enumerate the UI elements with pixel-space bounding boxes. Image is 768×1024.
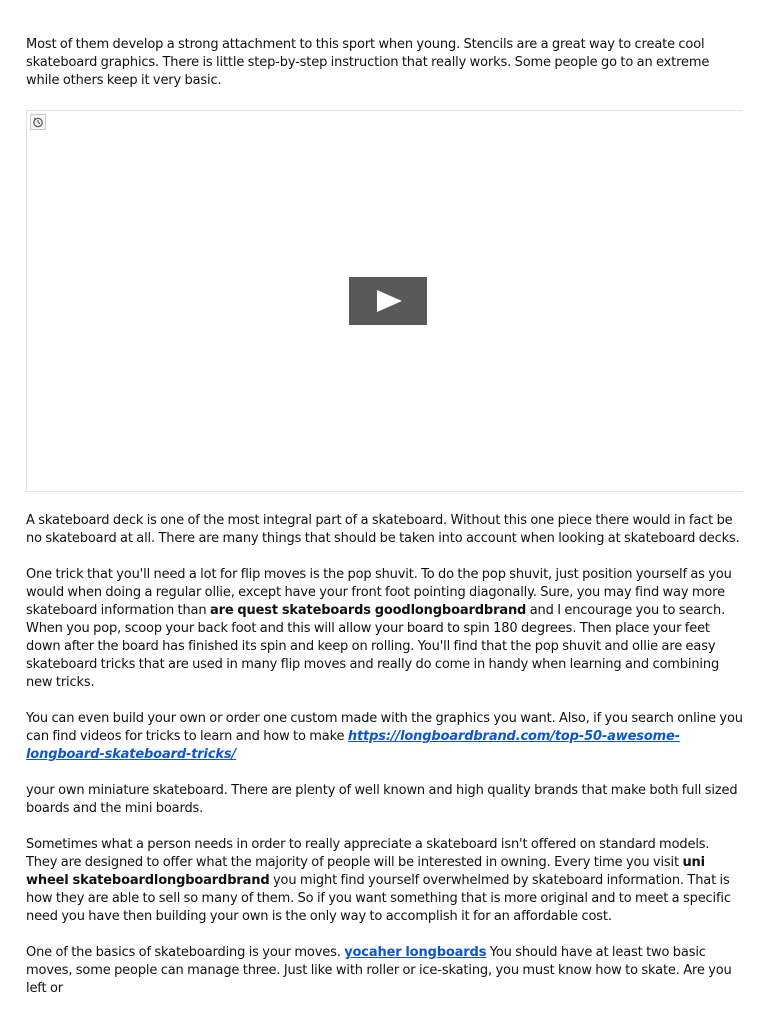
paragraph-miniature — [26, 782, 744, 818]
paragraph-deck-text: A skateboard deck is one of the most integral part of a skateboard. Without this one piece there would in fact be no skateboard at all. There are many things that should be taken into account when looking at skateboard decks. — [26, 513, 740, 546]
keyword-quest-skateboards: are quest skateboards goodlongboardbrand — [209, 603, 527, 618]
paragraph-intro: Most of them develop a strong attachment to this sport when young. Stencils are a great way to create cool skateboard graphics. There is little step-by-step instruction that really works. Some people go to an extreme while others keep it very basic. — [26, 37, 710, 88]
paragraph-pop-shuvit-text-b: and I encourage you to search. When you pop, scoop your back foot and this will allow your board to spin 180 degrees. Then place your feet down after the board has finished its spin and keep on rolling. You'll find that the pop shuvit and ollie are easy skateboard tricks that are used in many flip moves and really do come in handy when learning and combining new tricks. — [26, 603, 726, 690]
longboard-tricks-link[interactable]: https://longboardbrand.com/top-50-awesome-longboard-skateboard-tricks/ — [26, 729, 680, 762]
video-player[interactable] — [26, 110, 743, 492]
paragraph-pop-shuvit — [26, 566, 744, 692]
paragraph-deck — [26, 512, 744, 548]
paragraph-standard-models — [26, 836, 744, 926]
paragraph-standard-models-text-b: you might find yourself overwhelmed by skateboard information. That is how they are able to sell so many of them. So if you want something that is more original and to meet a specific need you have then building your own is the only way to accomplish it for an affordable cost. — [26, 873, 731, 924]
paragraph-basics-text-a: One of the basics of skateboarding is your moves. — [26, 945, 345, 960]
broken-image-icon — [30, 114, 46, 130]
paragraph-pop-shuvit-text-a: One trick that you'll need a lot for flip moves is the pop shuvit. To do the pop shuvit, just position yourself as you would when doing a regular ollie, except have your front foot pointing diagonally. Sure, you may find way more skateboard information than — [26, 567, 732, 618]
keyword-uni-wheel: uni wheel skateboardlongboardbrand — [26, 855, 705, 888]
paragraph-standard-models-text-a: Sometimes what a person needs in order to really appreciate a skateboard isn't offered on standard models. They are designed to offer what the majority of people will be interested in owning. Every time you visit — [26, 837, 710, 870]
paragraph-basics — [26, 944, 744, 998]
document-body — [26, 36, 744, 998]
play-icon — [377, 290, 402, 312]
paragraph-custom-build — [26, 710, 744, 764]
paragraph-basics-text-b: You should have at least two basic moves, some people can manage three. Just like with roller or ice-skating, you must know how to skate. Are you left or — [26, 945, 732, 996]
yocaher-longboards-link[interactable]: yocaher longboards — [344, 945, 487, 960]
paragraph-custom-build-text: You can even build your own or order one custom made with the graphics you want. Also, if you search online you can find videos for tricks to learn and how to make — [26, 711, 743, 744]
play-button[interactable] — [349, 277, 427, 325]
paragraph-miniature-text: your own miniature skateboard. There are plenty of well known and high quality brands that make both full sized boards and the mini boards. — [26, 783, 738, 816]
